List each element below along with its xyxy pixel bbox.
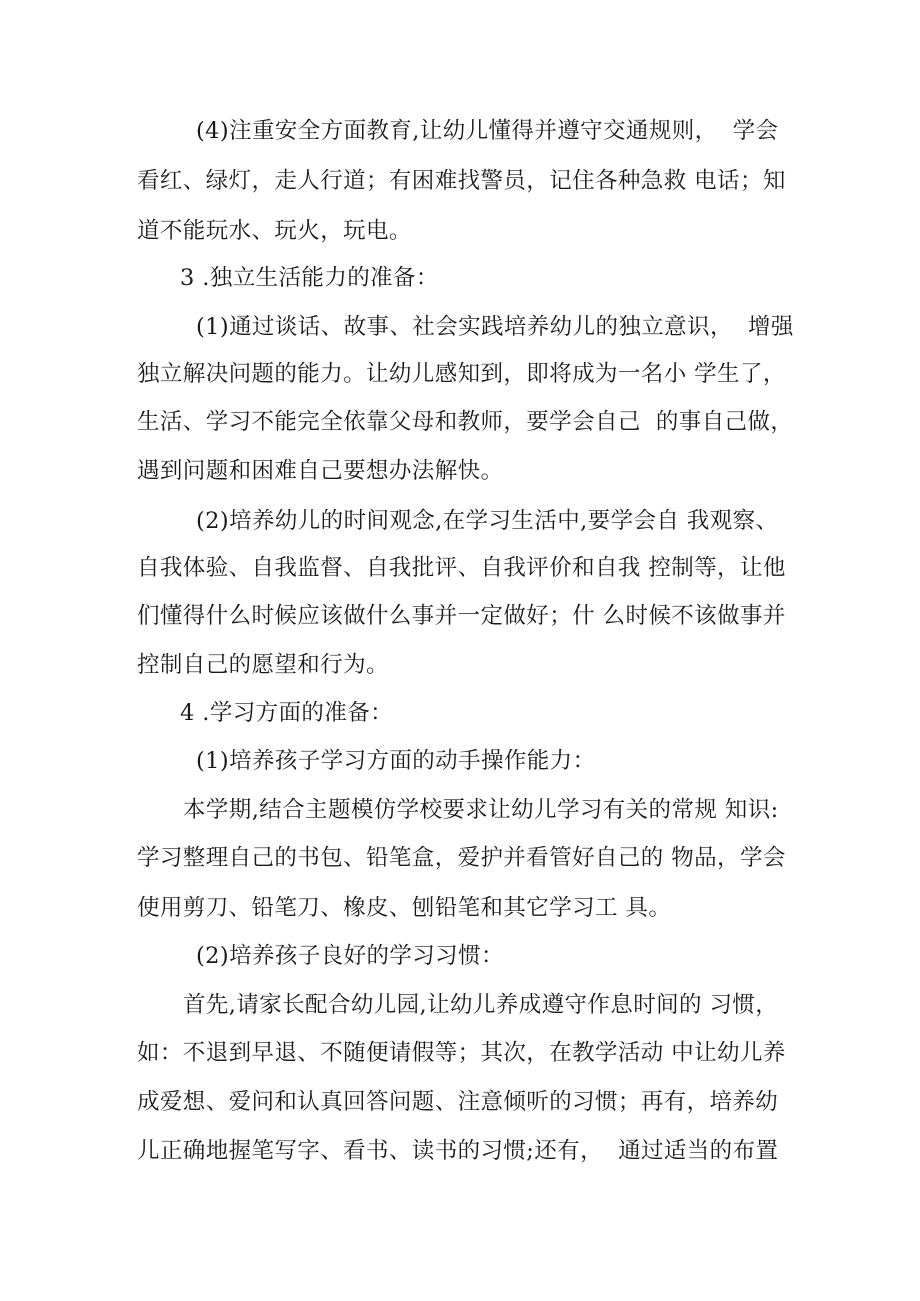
text-line: (1)通过谈话、故事、社会实践培养幼儿的独立意识， 增强	[196, 314, 794, 340]
text-line: 自我体验、自我监督、自我批评、自我评价和自我 控制等，让他	[137, 555, 786, 581]
text-line: 如：不退到早退、不随便请假等；其次，在教学活动 中让幼儿养	[137, 1040, 786, 1066]
text-line: 使用剪刀、铅笔刀、橡皮、刨铅笔和其它学习工 具。	[137, 895, 672, 921]
text-line: 本学期,结合主题模仿学校要求让幼儿学习有关的常规 知识:	[183, 797, 779, 823]
text-line: 成爱想、爱问和认真回答问题、注意倾听的习惯；再有，培养幼	[137, 1089, 779, 1115]
text-line: 遇到问题和困难自己要想办法解快。	[137, 458, 504, 484]
section-heading: 4 .学习方面的准备：	[180, 700, 394, 726]
text-line: (2)培养孩子良好的学习习惯：	[196, 943, 504, 969]
text-line: (1)培养孩子学习方面的动手操作能力：	[196, 748, 596, 774]
text-line: 学习整理自己的书包、铅笔盒，爱护并看管好自己的 物品，学会	[137, 845, 786, 871]
text-line: 生活、学习不能完全依靠父母和教师，要学会自己 的事自己做，	[137, 409, 794, 435]
text-line: 们懂得什么时候应该做什么事并一定做好；什 么时候不该做事并	[137, 603, 786, 629]
text-line: (2)培养幼儿的时间观念,在学习生活中,要学会自 我观察、	[196, 508, 779, 534]
text-line: 看红、绿灯，走人行道；有困难找警员，记住各种急救 电话；知	[137, 168, 786, 194]
text-line: 控制自己的愿望和行为。	[137, 652, 389, 678]
text-line: 道不能玩水、玩火，玩电。	[137, 218, 412, 244]
text-line: 儿正确地握笔写字、看书、读书的习惯;还有， 通过适当的布置	[137, 1138, 779, 1164]
text-line: 独立解决问题的能力。让幼儿感知到，即将成为一名小 学生了，	[137, 361, 786, 387]
text-line: 首先,请家长配合幼儿园,让幼儿养成遵守作息时间的 习惯，	[183, 992, 779, 1018]
section-heading: 3 .独立生活能力的准备：	[180, 265, 439, 291]
text-line: (4)注重安全方面教育,让幼儿懂得并遵守交通规则， 学会	[196, 118, 779, 144]
